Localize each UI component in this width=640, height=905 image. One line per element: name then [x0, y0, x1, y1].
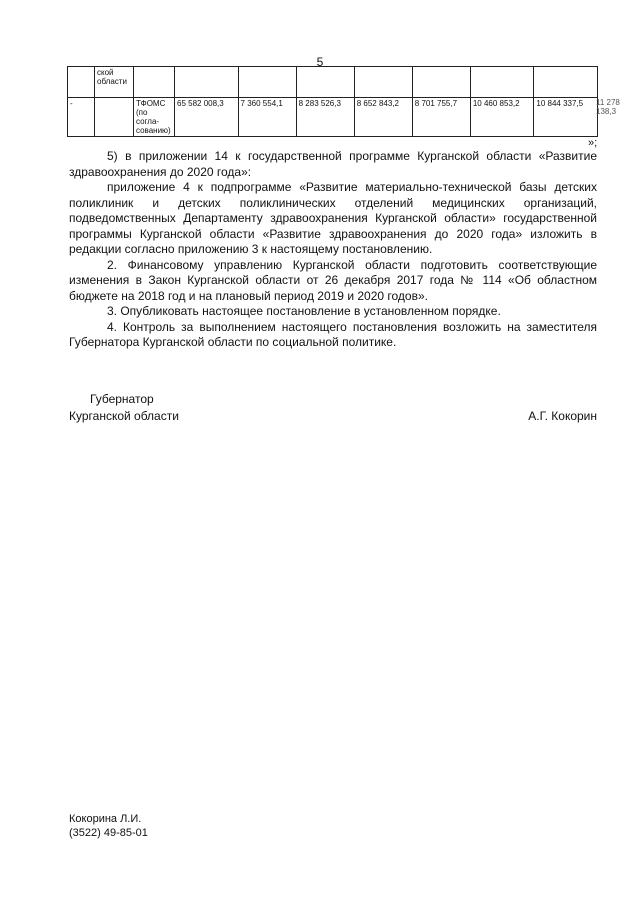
paragraph: 5) в приложении 14 к государственной программе Курганской области «Развитие здравоохранения до 2020 года»: — [69, 149, 597, 179]
executor-phone: (3522) 49-85-01 — [69, 827, 148, 839]
table-cell-value: 10 844 337,5 — [534, 98, 598, 137]
table-cell: - — [68, 98, 95, 137]
table-cell-source: ТФОМС (по согла- сованию) — [134, 98, 175, 137]
paragraph: 4. Контроль за выполнением настоящего постановления возложить на заместителя Губернатора Курганской области по социальной политике. — [69, 319, 597, 349]
table-cell-value: 65 582 008,3 — [175, 98, 239, 137]
executor-name: Кокорина Л.И. — [69, 813, 142, 825]
table-cell — [296, 67, 354, 98]
executor-footer — [69, 812, 148, 840]
page-number: 5 — [316, 55, 324, 69]
budget-table — [67, 66, 598, 137]
table-row — [68, 98, 598, 137]
table-cell — [354, 67, 412, 98]
table-cell — [534, 67, 598, 98]
table-cell — [238, 67, 296, 98]
table-cell — [175, 67, 239, 98]
signature-title-line1: Губернатор — [90, 392, 154, 406]
table-row — [68, 67, 598, 98]
table-cell-value-overflow: 11 278 138,3 — [596, 98, 620, 116]
table-cell — [68, 67, 95, 98]
table-cell-value: 8 283 526,3 — [296, 98, 354, 137]
paragraph: 3. Опубликовать настоящее постановление в установленном порядке. — [107, 304, 501, 318]
closing-quote-mark: »; — [588, 137, 598, 149]
table-cell-value: 10 460 853,2 — [470, 98, 534, 137]
paragraph: 2. Финансовому управлению Курганской области подготовить соответствующие изменения в Закон Курганской области от 26 декабря 2017 года № 114 «Об областном бюджете на 2018 год и на плановый период 2019 и 2020 годов». — [69, 257, 597, 303]
signatory-name: А.Г. Кокорин — [528, 409, 597, 423]
table-cell — [470, 67, 534, 98]
table-cell — [95, 98, 134, 137]
document-body — [69, 149, 597, 351]
signature-block — [69, 391, 597, 425]
paragraph: приложение 4 к подпрограмме «Развитие материально-технической базы детских поликлиник и детских поликлинических отделений медицинских организаций, подведомственных Департаменту здравоохранения Курганской области» государственной программы Курганской области «Развитие здравоохранения до 2020 года» изложить в редакции согласно приложению 3 к настоящему постановлению. — [69, 180, 597, 256]
table-cell — [412, 67, 470, 98]
table-cell — [134, 67, 175, 98]
table-cell-value: 8 652 843,2 — [354, 98, 412, 137]
table-cell-value: 8 701 755,7 — [412, 98, 470, 137]
table-cell-value: 7 360 554,1 — [238, 98, 296, 137]
signature-title-line2: Курганской области — [69, 409, 179, 423]
table-cell: ской области — [95, 67, 134, 98]
